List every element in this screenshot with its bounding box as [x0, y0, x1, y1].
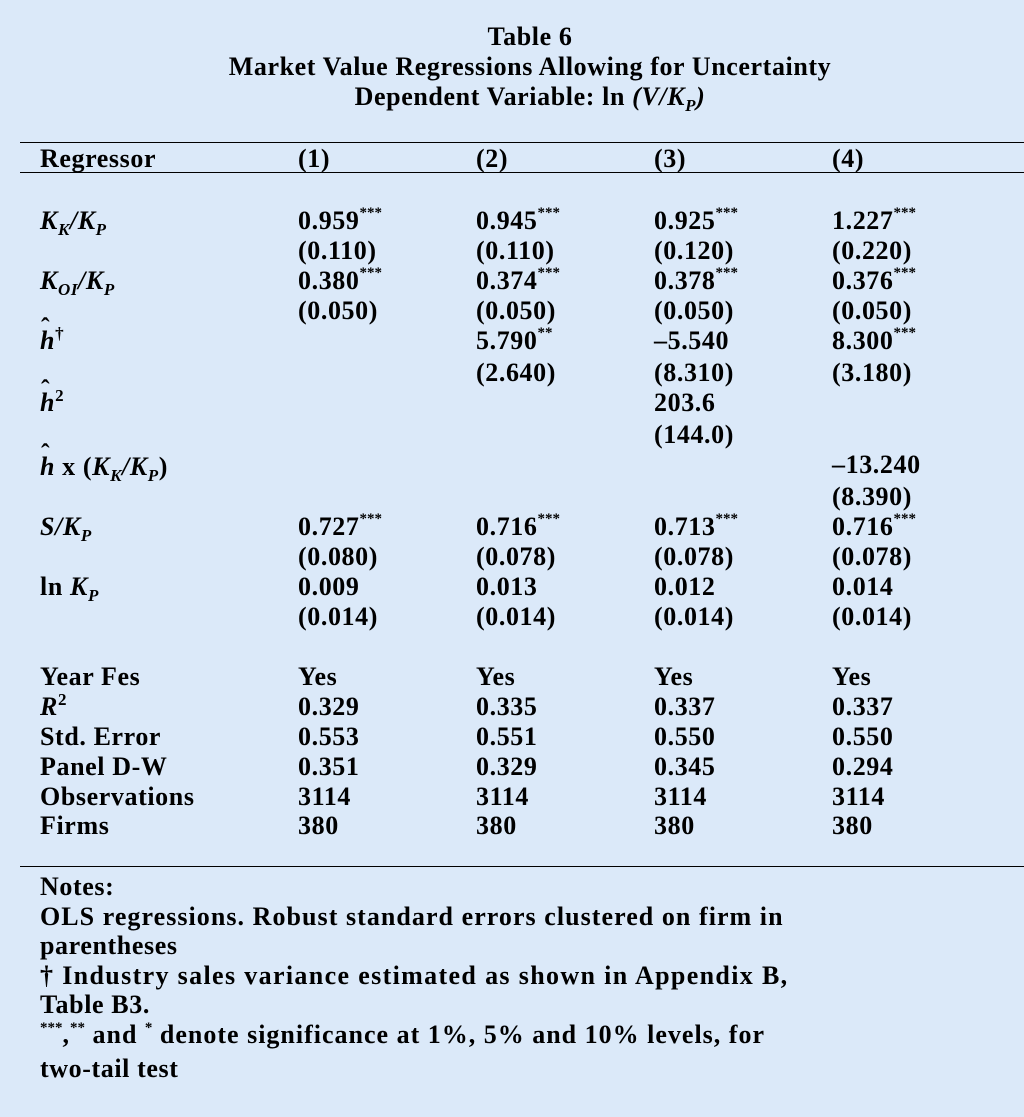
coef-h-interaction-4: –13.240 — [832, 450, 921, 479]
se-koi-kp-2: (0.050) — [476, 296, 557, 325]
se-ln-kp-2: (0.014) — [476, 602, 557, 631]
se-h-squared-3: (144.0) — [654, 420, 735, 449]
coef-s-kp-3: 0.713*** — [654, 511, 738, 541]
stat-label-firms: Firms — [40, 811, 110, 840]
stat-r2-3: 0.337 — [654, 692, 716, 721]
coef-koi-kp-1: 0.380*** — [298, 265, 382, 295]
coef-s-kp-4: 0.716*** — [832, 511, 916, 541]
stat-year-fes-3: Yes — [654, 662, 694, 691]
se-h-interaction-4: (8.390) — [832, 482, 913, 511]
notes-line-4: Table B3. — [40, 990, 150, 1019]
se-ln-kp-1: (0.014) — [298, 602, 379, 631]
regressor-koi-kp: $K_{OI}/K_P$ — [40, 266, 115, 299]
stat-year-fes-4: Yes — [832, 662, 872, 691]
top-rule — [20, 142, 1024, 143]
stat-year-fes-2: Yes — [476, 662, 516, 691]
stat-firms-2: 380 — [476, 811, 517, 840]
stat-panel-dw-2: 0.329 — [476, 752, 538, 781]
notes-line-3: † Industry sales variance estimated as shown in Appendix B, — [40, 960, 789, 990]
se-kk-kp-2: (0.110) — [476, 236, 555, 265]
coef-s-kp-1: 0.727*** — [298, 511, 382, 541]
coef-koi-kp-2: 0.374*** — [476, 265, 560, 295]
stat-firms-3: 380 — [654, 811, 695, 840]
coef-kk-kp-4: 1.227*** — [832, 205, 916, 235]
coef-koi-kp-4: 0.376*** — [832, 265, 916, 295]
coef-h-squared-3: 203.6 — [654, 388, 716, 417]
table-notes — [40, 872, 1020, 1084]
coef-h-dagger-2: 5.790** — [476, 325, 553, 355]
se-ln-kp-3: (0.014) — [654, 602, 735, 631]
regressor-ln-kp: $\ln K_P$ — [40, 572, 99, 605]
notes-line-6: two-tail test — [40, 1054, 179, 1083]
se-h-dagger-2: (2.640) — [476, 358, 557, 387]
header-col-3: (3) — [654, 144, 687, 173]
se-h-dagger-4: (3.180) — [832, 358, 913, 387]
se-koi-kp-4: (0.050) — [832, 296, 913, 325]
stat-panel-dw-4: 0.294 — [832, 752, 894, 781]
stat-r2-2: 0.335 — [476, 692, 538, 721]
stat-std-error-3: 0.550 — [654, 722, 716, 751]
stat-std-error-2: 0.551 — [476, 722, 538, 751]
coef-ln-kp-4: 0.014 — [832, 572, 894, 601]
regressor-h-squared: ˆ $h^2$ — [40, 388, 64, 421]
table-number: Table 6 — [487, 22, 573, 51]
regressor-s-kp: $S/K_P$ — [40, 512, 92, 545]
stat-std-error-4: 0.550 — [832, 722, 894, 751]
coef-ln-kp-1: 0.009 — [298, 572, 360, 601]
stat-observations-2: 3114 — [476, 782, 529, 811]
header-regressor: Regressor — [40, 144, 157, 173]
notes-heading: Notes: — [40, 872, 115, 901]
stat-label-observations: Observations — [40, 782, 195, 811]
dependent-variable: Dependent Variable: $\ln (V/K_P)$ — [354, 82, 706, 115]
se-kk-kp-3: (0.120) — [654, 236, 735, 265]
se-ln-kp-4: (0.014) — [832, 602, 913, 631]
stat-r2-4: 0.337 — [832, 692, 894, 721]
stat-label-r2: $R^2$ — [40, 690, 68, 721]
se-h-dagger-3: (8.310) — [654, 358, 735, 387]
header-col-1: (1) — [298, 144, 331, 173]
stat-observations-4: 3114 — [832, 782, 885, 811]
notes-line-5: ***,** and * denote significance at 1%, 5% and 10% levels, for — [40, 1019, 765, 1049]
stat-firms-4: 380 — [832, 811, 873, 840]
se-s-kp-1: (0.080) — [298, 542, 379, 571]
coef-kk-kp-1: 0.959*** — [298, 205, 382, 235]
regressor-h-interaction: ˆ h x $(K_K/K_P)$ — [40, 452, 168, 485]
se-koi-kp-1: (0.050) — [298, 296, 379, 325]
notes-line-2: parentheses — [40, 931, 178, 960]
stat-std-error-1: 0.553 — [298, 722, 360, 751]
table-title — [0, 22, 1024, 115]
header-col-4: (4) — [832, 144, 865, 173]
stat-observations-1: 3114 — [298, 782, 351, 811]
header-rule — [20, 172, 1024, 173]
se-kk-kp-1: (0.110) — [298, 236, 377, 265]
coef-kk-kp-2: 0.945*** — [476, 205, 560, 235]
stat-year-fes-1: Yes — [298, 662, 338, 691]
regressor-h-dagger: ˆ h† — [40, 326, 64, 359]
coef-ln-kp-3: 0.012 — [654, 572, 716, 601]
coef-kk-kp-3: 0.925*** — [654, 205, 738, 235]
coef-s-kp-2: 0.716*** — [476, 511, 560, 541]
stat-firms-1: 380 — [298, 811, 339, 840]
se-s-kp-3: (0.078) — [654, 542, 735, 571]
coef-h-dagger-4: 8.300*** — [832, 325, 916, 355]
coef-koi-kp-3: 0.378*** — [654, 265, 738, 295]
regressor-kk-kp: $K_K/K_P$ — [40, 206, 107, 239]
header-col-2: (2) — [476, 144, 509, 173]
se-s-kp-4: (0.078) — [832, 542, 913, 571]
stat-panel-dw-3: 0.345 — [654, 752, 716, 781]
bottom-rule — [20, 866, 1024, 867]
stat-label-panel-dw: Panel D-W — [40, 752, 168, 781]
table-caption: Market Value Regressions Allowing for Uncertainty — [228, 52, 832, 81]
se-koi-kp-3: (0.050) — [654, 296, 735, 325]
notes-line-1: OLS regressions. Robust standard errors clustered on firm in — [40, 901, 784, 931]
stat-panel-dw-1: 0.351 — [298, 752, 360, 781]
se-kk-kp-4: (0.220) — [832, 236, 913, 265]
stat-observations-3: 3114 — [654, 782, 707, 811]
stat-r2-1: 0.329 — [298, 692, 360, 721]
stat-label-std-error: Std. Error — [40, 722, 162, 751]
stat-label-year-fes: Year Fes — [40, 662, 141, 691]
coef-ln-kp-2: 0.013 — [476, 572, 538, 601]
coef-h-dagger-3: –5.540 — [654, 326, 730, 355]
se-s-kp-2: (0.078) — [476, 542, 557, 571]
